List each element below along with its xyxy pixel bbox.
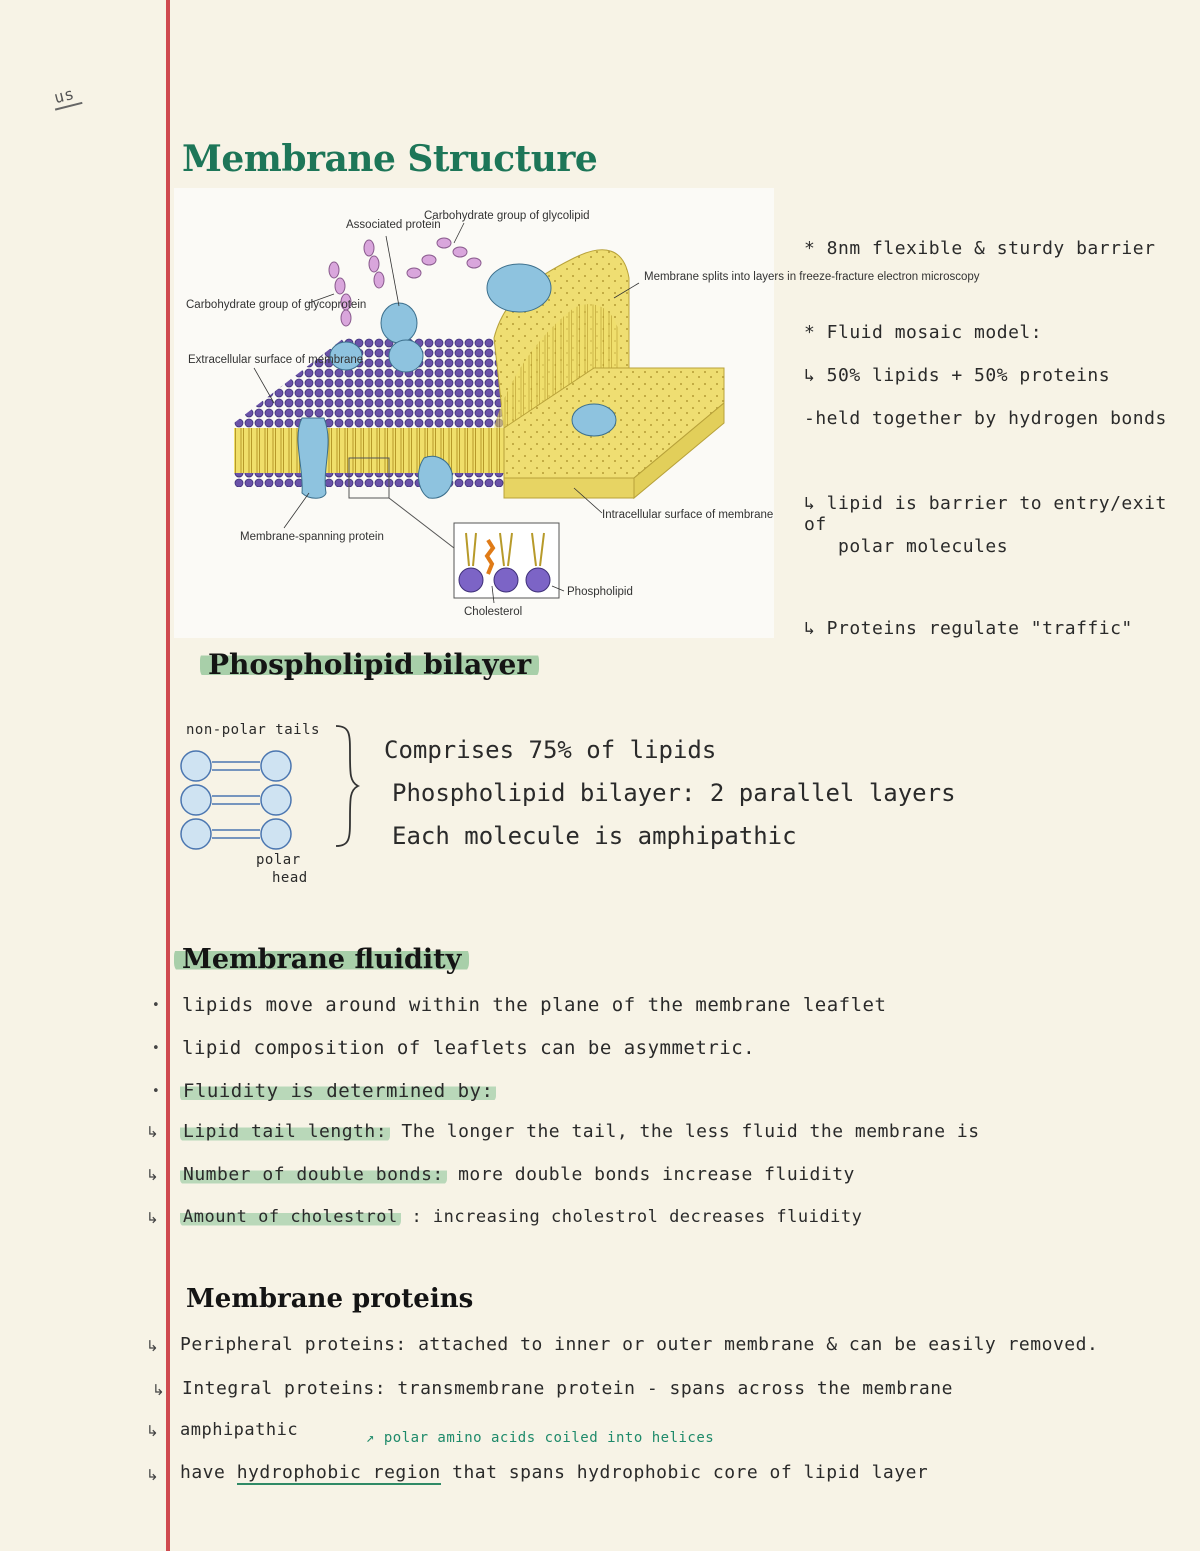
- diagram-label-tails: non-polar tails: [186, 722, 320, 738]
- arrow-mark: ↳: [146, 1123, 159, 1141]
- bullet-mark: •: [152, 998, 160, 1013]
- right-note-4: -held together by hydrogen bonds: [804, 408, 1167, 429]
- proteins-item-4-pre: have: [180, 1462, 237, 1483]
- fluidity-item-5: [180, 1164, 855, 1185]
- fluidity-item-5-text: more double bonds increase fluidity: [446, 1164, 855, 1185]
- fluidity-item-6: [180, 1207, 862, 1227]
- diagram-label-head: head: [272, 870, 308, 886]
- bilayer-line-3: Each molecule is amphipathic: [392, 822, 797, 850]
- heading-membrane-proteins: Membrane proteins: [186, 1284, 474, 1314]
- fluidity-item-6-highlight: Amount of cholestrol: [180, 1207, 401, 1227]
- arrow-mark: ↳: [146, 1209, 159, 1227]
- heading-phospholipid-bilayer: Phospholipid bilayer: [200, 648, 539, 681]
- bilayer-line-1: Comprises 75% of lipids: [384, 736, 717, 764]
- proteins-item-1: Peripheral proteins: attached to inner or outer membrane & can be easily removed.: [180, 1334, 1099, 1355]
- green-annotation: [366, 1430, 714, 1446]
- proteins-item-4-post: that spans hydrophobic core of lipid layer: [440, 1462, 929, 1483]
- right-note-7: ↳ Proteins regulate "traffic": [804, 618, 1133, 639]
- right-note-2: * Fluid mosaic model:: [804, 322, 1043, 343]
- proteins-item-2: Integral proteins: transmembrane protein - spans across the membrane: [182, 1378, 953, 1399]
- fluidity-item-5-highlight: Number of double bonds:: [180, 1164, 447, 1185]
- page-title: Membrane Structure: [182, 138, 598, 180]
- right-note-5: ↳ lipid is barrier to entry/exit of: [804, 493, 1167, 535]
- fluidity-item-2: lipid composition of leaflets can be asymmetric.: [182, 1037, 756, 1059]
- right-note-3: ↳ 50% lipids + 50% proteins: [804, 365, 1111, 386]
- bullet-mark: •: [152, 1084, 160, 1099]
- label-associated-protein: Associated protein: [346, 219, 441, 231]
- label-membrane-splits: Membrane splits into layers in freeze-fracture electron microscopy: [644, 271, 980, 283]
- proteins-item-4-underlined: hydrophobic region: [236, 1462, 441, 1483]
- arrow-mark: ↳: [146, 1337, 159, 1355]
- fluidity-item-1: lipids move around within the plane of the membrane leaflet: [182, 994, 887, 1016]
- right-note-1: * 8nm flexible & sturdy barrier: [804, 238, 1156, 259]
- arrow-mark: ↳: [146, 1166, 159, 1184]
- fluidity-item-4-highlight: Lipid tail length:: [180, 1121, 390, 1142]
- fluidity-item-6-text: : increasing cholestrol decreases fluidity: [400, 1207, 863, 1227]
- green-annotation-text: polar amino acids coiled into helices: [383, 1430, 715, 1446]
- label-intracellular: Intracellular surface of membrane: [602, 509, 774, 521]
- heading-membrane-fluidity: Membrane fluidity: [174, 944, 469, 975]
- label-cholesterol: Cholesterol: [464, 606, 523, 618]
- bullet-mark: •: [152, 1041, 160, 1056]
- green-arrow-icon: ↗: [366, 1430, 384, 1446]
- label-carb-glycoprotein: Carbohydrate group of glycoprotein: [186, 299, 367, 311]
- label-phospholipid: Phospholipid: [567, 586, 633, 598]
- proteins-item-3: amphipathic: [180, 1420, 299, 1440]
- fluidity-item-3: [180, 1080, 496, 1102]
- margin-line: [166, 0, 170, 1551]
- label-extracellular: Extracellular surface of membrane: [188, 354, 364, 366]
- label-carb-glycolipid: Carbohydrate group of glycolipid: [424, 210, 590, 222]
- curly-brace: [332, 724, 362, 848]
- date-tag: us: [52, 83, 77, 108]
- bilayer-sketch: [176, 744, 306, 854]
- fluidity-item-4-text: The longer the tail, the less fluid the membrane is: [390, 1121, 980, 1142]
- arrow-mark: ↳: [146, 1466, 159, 1484]
- bilayer-line-2: Phospholipid bilayer: 2 parallel layers: [392, 779, 956, 807]
- label-spanning-protein: Membrane-spanning protein: [240, 531, 384, 543]
- diagram-label-polar: polar: [256, 852, 301, 868]
- proteins-item-4: [180, 1462, 928, 1483]
- arrow-mark: ↳: [152, 1381, 165, 1399]
- right-note-6: polar molecules: [838, 536, 1009, 557]
- arrow-mark: ↳: [146, 1422, 159, 1440]
- fluidity-item-4: [180, 1121, 980, 1142]
- fluidity-item-3-highlight: Fluidity is determined by:: [180, 1080, 496, 1102]
